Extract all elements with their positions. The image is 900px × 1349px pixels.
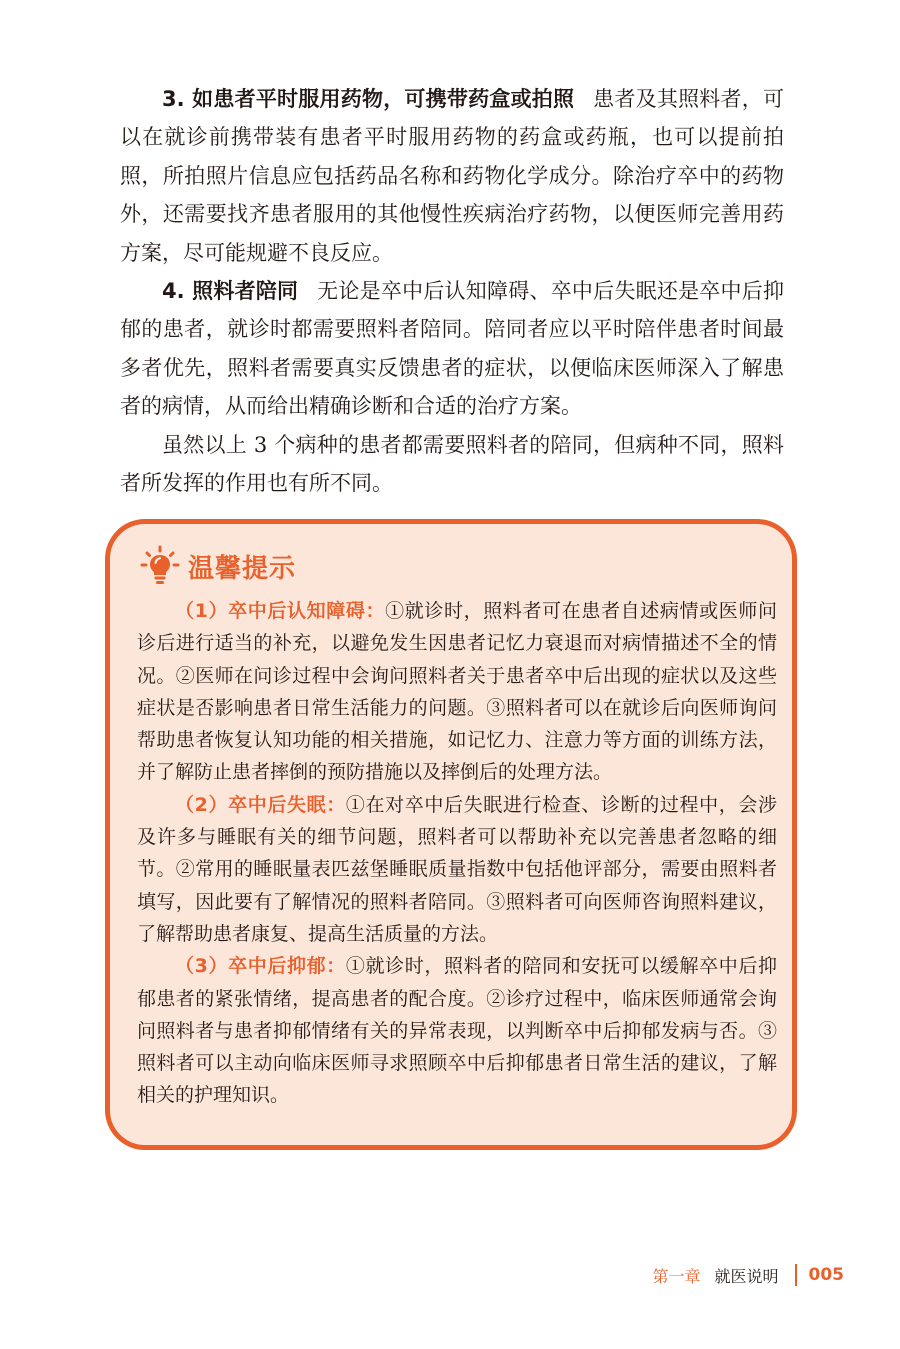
paragraph-caregiver [120,272,784,426]
paragraph-text: 无论是卒中后认知障碍、卒中后失眠还是卒中后抑郁的患者，就诊时都需要照料者陪同。陪同者应以平时陪伴患者时间最多者优先，照料者需要真实反馈患者的症状，以便临床医师深入了解患者的病情，从而给出精确诊断和合适的治疗方案。 [120,279,784,419]
tip-item-depression [137,950,777,1111]
tip-item-insomnia [137,789,777,950]
tip-title: 温馨提示 [188,553,297,584]
tip-item-label: （1）卒中后认知障碍： [175,600,386,622]
tip-box [105,519,797,1150]
tip-item-text: ①在对卒中后失眠进行检查、诊断的过程中，会涉及许多与睡眠有关的细节问题，照料者可以帮助补充以完善患者忽略的细节。②常用的睡眠量表匹兹堡睡眠质量指数中包括他评部分，需要由照料者填写，因此要有了解情况的照料者陪同。③照料者可向医师咨询照料建议，了解帮助患者康复、提高生活质量的方法。 [137,793,777,945]
tip-item-text: ①就诊时，照料者的陪同和安抚可以缓解卒中后抑郁患者的紧张情绪，提高患者的配合度。②诊疗过程中，临床医师通常会询问照料者与患者抑郁情绪有关的异常表现，以判断卒中后抑郁发病与否。③照料者可以主动向临床医师寻求照顾卒中后抑郁患者日常生活的建议，了解相关的护理知识。 [137,955,777,1107]
footer-chapter: 第一章 [652,1266,701,1286]
tip-item-label: （2）卒中后失眠： [175,793,346,816]
paragraph-medication [120,80,784,272]
tip-body [137,595,777,1112]
paragraph-text: 患者及其照料者，可以在就诊前携带装有患者平时服用药物的药盒或药瓶，也可以提前拍照，所拍照片信息应包括药品名称和药物化学成分。除治疗卒中的药物外，还需要找齐患者服用的其他慢性疾病治疗药物，以便医师完善用药方案，尽可能规避不良反应。 [120,87,784,265]
paragraph-summary: 虽然以上 3 个病种的患者都需要照料者的陪同，但病种不同，照料者所发挥的作用也有所不同。 [120,432,784,496]
page-number: 005 [808,1265,844,1285]
tip-item-label: （3）卒中后抑郁： [175,955,346,978]
main-content [120,80,784,502]
tip-item-cognitive [137,595,777,789]
footer-section: 就医说明 [714,1266,779,1286]
lightbulb-icon [138,544,182,588]
tip-header [138,544,296,588]
footer-divider [795,1264,797,1286]
paragraph-heading: 4. 照料者陪同 [162,279,299,304]
paragraph-heading: 3. 如患者平时服用药物，可携带药盒或拍照 [162,87,575,111]
page-footer [652,1263,844,1287]
tip-item-text: ①就诊时，照料者可在患者自述病情或医师问诊后进行适当的补充，以避免发生因患者记忆力衰退而对病情描述不全的情况。②医师在问诊过程中会询问照料者关于患者卒中后出现的症状以及这些症状是否影响患者日常生活能力的问题。③照料者可以在就诊后向医师询问帮助患者恢复认知功能的相关措施，如记忆力、注意力等方面的训练方法，并了解防止患者摔倒的预防措施以及摔倒后的处理方法。 [137,600,777,784]
